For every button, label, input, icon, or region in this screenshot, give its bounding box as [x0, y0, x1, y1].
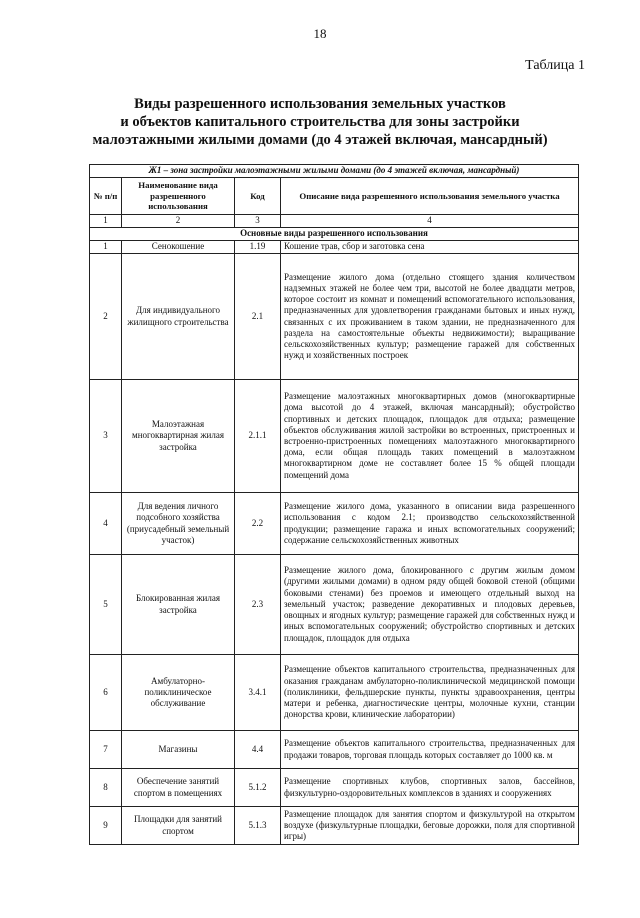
page-number: 18: [313, 26, 327, 41]
table-label: Таблица 1: [525, 58, 585, 73]
table-row: [90, 731, 579, 769]
row-description: Размещение малоэтажных многоквартирных домов (многоквартирные дома высотой до 4 этажей, включая мансардный); обустройство спортивных и детских площадок, площадок для отдыха; размещение объектов обслуживания жилой застройки во встроенных, пристроенных и встроенно-пристроенных помещениях малоэтажного многоквартирного дома, если общая площадь таких помещений в малоэтажном многоквартирном доме не составляет более 15 % общей площади помещений дома: [281, 380, 579, 493]
row-code: 1.19: [235, 241, 281, 254]
row-name: Для ведения личного подсобного хозяйства (приусадебный земельный участок): [122, 493, 235, 555]
header-description: Описание вида разрешенного использования земельного участка: [281, 178, 579, 215]
row-name: Площадки для занятий спортом: [122, 807, 235, 845]
zone-header-row: [90, 165, 579, 178]
row-description: Размещение объектов капитального строительства, предназначенных для продажи товаров, торговая площадь которых составляет до 1000 кв. м: [281, 731, 579, 769]
row-code: 3.4.1: [235, 655, 281, 731]
row-number: 3: [90, 380, 122, 493]
row-code: 5.1.3: [235, 807, 281, 845]
row-name: Малоэтажная многоквартирная жилая застройка: [122, 380, 235, 493]
row-number: 5: [90, 555, 122, 655]
row-number: 8: [90, 769, 122, 807]
column-header-row: [90, 178, 579, 215]
table-row: [90, 555, 579, 655]
table-row: [90, 769, 579, 807]
row-name: Сенокошение: [122, 241, 235, 254]
row-description: Размещение жилого дома, указанного в описании вида разрешенного использования с кодом 2.1; производство сельскохозяйственной продукции; размещение гаража и иных вспомогательных сооружений; содержание сельскохозяйственных животных: [281, 493, 579, 555]
row-description: Размещение объектов капитального строительства, предназначенных для оказания гражданам амбулаторно-поликлинической медицинской помощи (поликлиники, фельдшерские пункты, пункты здравоохранения, центры матери и ребенка, диагностические центры, молочные кухни, станции донорства крови, клинические лаборатории): [281, 655, 579, 731]
row-description: Размещение площадок для занятия спортом и физкультурой на открытом воздухе (физкультурные площадки, беговые дорожки, поля для спортивной игры): [281, 807, 579, 845]
section-title: Основные виды разрешенного использования: [90, 228, 579, 241]
row-description: Размещение жилого дома, блокированного с другим жилым домом (другими жилыми домами) в одном ряду общей боковой стеной (общими боковыми стенами) без проемов и имеющего отдельный выход на земельный участок; разведение декоративных и плодовых деревьев, овощных и ягодных культур; размещение гаражей для собственных нужд и иных вспомогательных сооружений; обустройство спортивных и детских площадок, площадок для отдыха: [281, 555, 579, 655]
row-number: 9: [90, 807, 122, 845]
row-code: 2.1: [235, 254, 281, 380]
row-number: 7: [90, 731, 122, 769]
row-code: 4.4: [235, 731, 281, 769]
row-name: Блокированная жилая застройка: [122, 555, 235, 655]
zone-header: Ж1 – зона застройки малоэтажными жилыми домами (до 4 этажей включая, мансардный): [90, 165, 579, 178]
table-row: [90, 380, 579, 493]
document-title: [60, 95, 580, 149]
land-use-table: [89, 164, 579, 845]
header-code: Код: [235, 178, 281, 215]
title-line-2: и объектов капитального строительства для зоны застройки: [120, 114, 520, 130]
row-name: Амбулаторно-поликлиническое обслуживание: [122, 655, 235, 731]
column-number: 1: [90, 215, 122, 228]
table-row: [90, 254, 579, 380]
column-number: 2: [122, 215, 235, 228]
row-number: 4: [90, 493, 122, 555]
header-number: № п/п: [90, 178, 122, 215]
column-number-row: [90, 215, 579, 228]
row-name: Магазины: [122, 731, 235, 769]
table-row: [90, 493, 579, 555]
row-code: 2.2: [235, 493, 281, 555]
title-line-3: малоэтажными жилыми домами (до 4 этажей включая, мансардный): [92, 132, 548, 148]
row-number: 1: [90, 241, 122, 254]
row-number: 2: [90, 254, 122, 380]
row-description: Размещение жилого дома (отдельно стоящего здания количеством надземных этажей не более чем три, высотой не более двадцати метров, которое состоит из комнат и помещений вспомогательного использования, предназначенных для удовлетворения гражданами бытовых и иных нужд, связанных с их проживанием в таком здании, не предназначенного для раздела на самостоятельные объекты недвижимости); выращивание сельскохозяйственных культур; размещение гаражей для собственных нужд и хозяйственных построек: [281, 254, 579, 380]
table-row: [90, 655, 579, 731]
row-code: 2.3: [235, 555, 281, 655]
row-name: Для индивидуального жилищного строительства: [122, 254, 235, 380]
column-number: 3: [235, 215, 281, 228]
row-code: 2.1.1: [235, 380, 281, 493]
row-number: 6: [90, 655, 122, 731]
column-number: 4: [281, 215, 579, 228]
table-row: [90, 241, 579, 254]
table-row: [90, 807, 579, 845]
row-name: Обеспечение занятий спортом в помещениях: [122, 769, 235, 807]
title-line-1: Виды разрешенного использования земельных участков: [134, 96, 506, 112]
section-row: [90, 228, 579, 241]
row-code: 5.1.2: [235, 769, 281, 807]
row-description: Кошение трав, сбор и заготовка сена: [281, 241, 579, 254]
header-name: Наименование вида разрешенного использования: [122, 178, 235, 215]
row-description: Размещение спортивных клубов, спортивных залов, бассейнов, физкультурно-оздоровительных комплексов в зданиях и сооружениях: [281, 769, 579, 807]
